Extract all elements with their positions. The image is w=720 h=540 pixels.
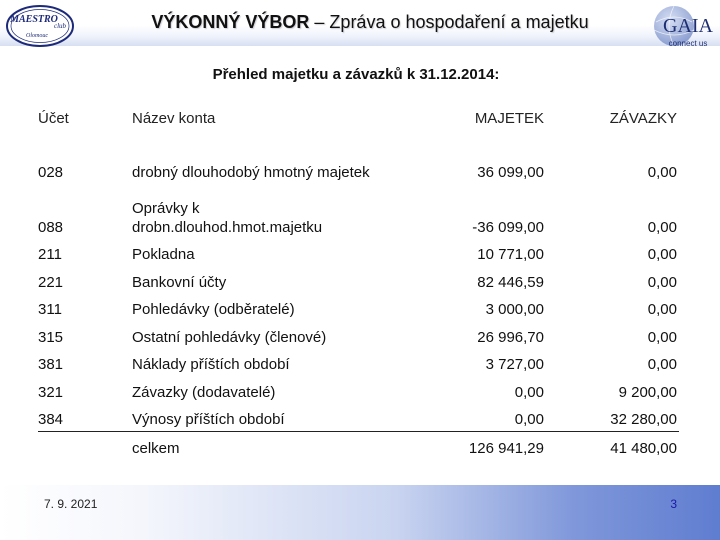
row-name: drobný dlouhodobý hmotný majetek (132, 164, 370, 181)
row-assets: 0,00 (514, 411, 544, 428)
footer-date: 7. 9. 2021 (44, 497, 98, 511)
column-header-name: Název konta (132, 110, 216, 127)
row-assets: 0,00 (514, 384, 544, 401)
column-header-assets: MAJETEK (474, 110, 544, 127)
logo-word-gaia: GAIA (663, 15, 713, 37)
row-name: Výnosy příštích období (132, 411, 285, 428)
total-liabilities: 41 480,00 (610, 440, 677, 457)
row-account: 088 (38, 219, 64, 236)
row-account: 028 (38, 164, 64, 181)
slide-subtitle: Přehled majetku a závazků k 31.12.2014: (212, 66, 500, 83)
row-liabilities: 0,00 (647, 219, 677, 236)
row-account: 221 (38, 274, 64, 291)
row-name: Ostatní pohledávky (členové) (132, 329, 327, 346)
logo-tagline: Olomouc (26, 33, 48, 39)
row-assets: -36 099,00 (472, 219, 544, 236)
deck-title-bold: VÝKONNÝ VÝBOR (151, 12, 310, 32)
row-liabilities: 0,00 (647, 274, 677, 291)
row-name: Oprávky k (132, 200, 200, 217)
row-name: drobn.dlouhod.hmot.majetku (132, 219, 323, 236)
row-account: 315 (38, 329, 64, 346)
total-separator-line (38, 431, 679, 432)
gaia-logo (640, 2, 720, 54)
row-assets: 10 771,00 (477, 246, 544, 263)
column-header-account: Účet (38, 110, 69, 127)
row-liabilities: 9 200,00 (618, 384, 677, 401)
page-number: 3 (670, 497, 677, 511)
row-liabilities: 0,00 (647, 164, 677, 181)
deck-title-rest: – Zpráva o hospodaření a majetku (309, 12, 589, 32)
row-assets: 82 446,59 (477, 274, 544, 291)
total-assets: 126 941,29 (468, 440, 544, 457)
logo-tagline-connect: connect us (668, 39, 708, 48)
row-account: 384 (38, 411, 64, 428)
row-liabilities: 0,00 (647, 301, 677, 318)
row-account: 311 (38, 301, 62, 318)
footer-band (0, 485, 720, 540)
row-account: 381 (38, 356, 64, 373)
row-name: Náklady příštích období (132, 356, 290, 373)
row-liabilities: 0,00 (647, 329, 677, 346)
row-assets: 36 099,00 (477, 164, 544, 181)
row-name: Pokladna (132, 246, 195, 263)
row-name: Závazky (dodavatelé) (132, 384, 276, 401)
row-assets: 3 000,00 (485, 301, 544, 318)
row-account: 321 (38, 384, 64, 401)
logo-word-maestro: MAESTRO (10, 14, 58, 25)
total-label: celkem (132, 440, 180, 457)
row-liabilities: 0,00 (647, 356, 677, 373)
deck-title (0, 12, 720, 33)
row-account: 211 (38, 246, 62, 263)
row-name: Bankovní účty (132, 274, 227, 291)
row-liabilities: 32 280,00 (610, 411, 677, 428)
logo-word-club: club (53, 22, 67, 30)
row-liabilities: 0,00 (647, 246, 677, 263)
row-name: Pohledávky (odběratelé) (132, 301, 295, 318)
row-assets: 26 996,70 (477, 329, 544, 346)
column-header-liabilities: ZÁVAZKY (609, 110, 677, 127)
row-assets: 3 727,00 (485, 356, 544, 373)
